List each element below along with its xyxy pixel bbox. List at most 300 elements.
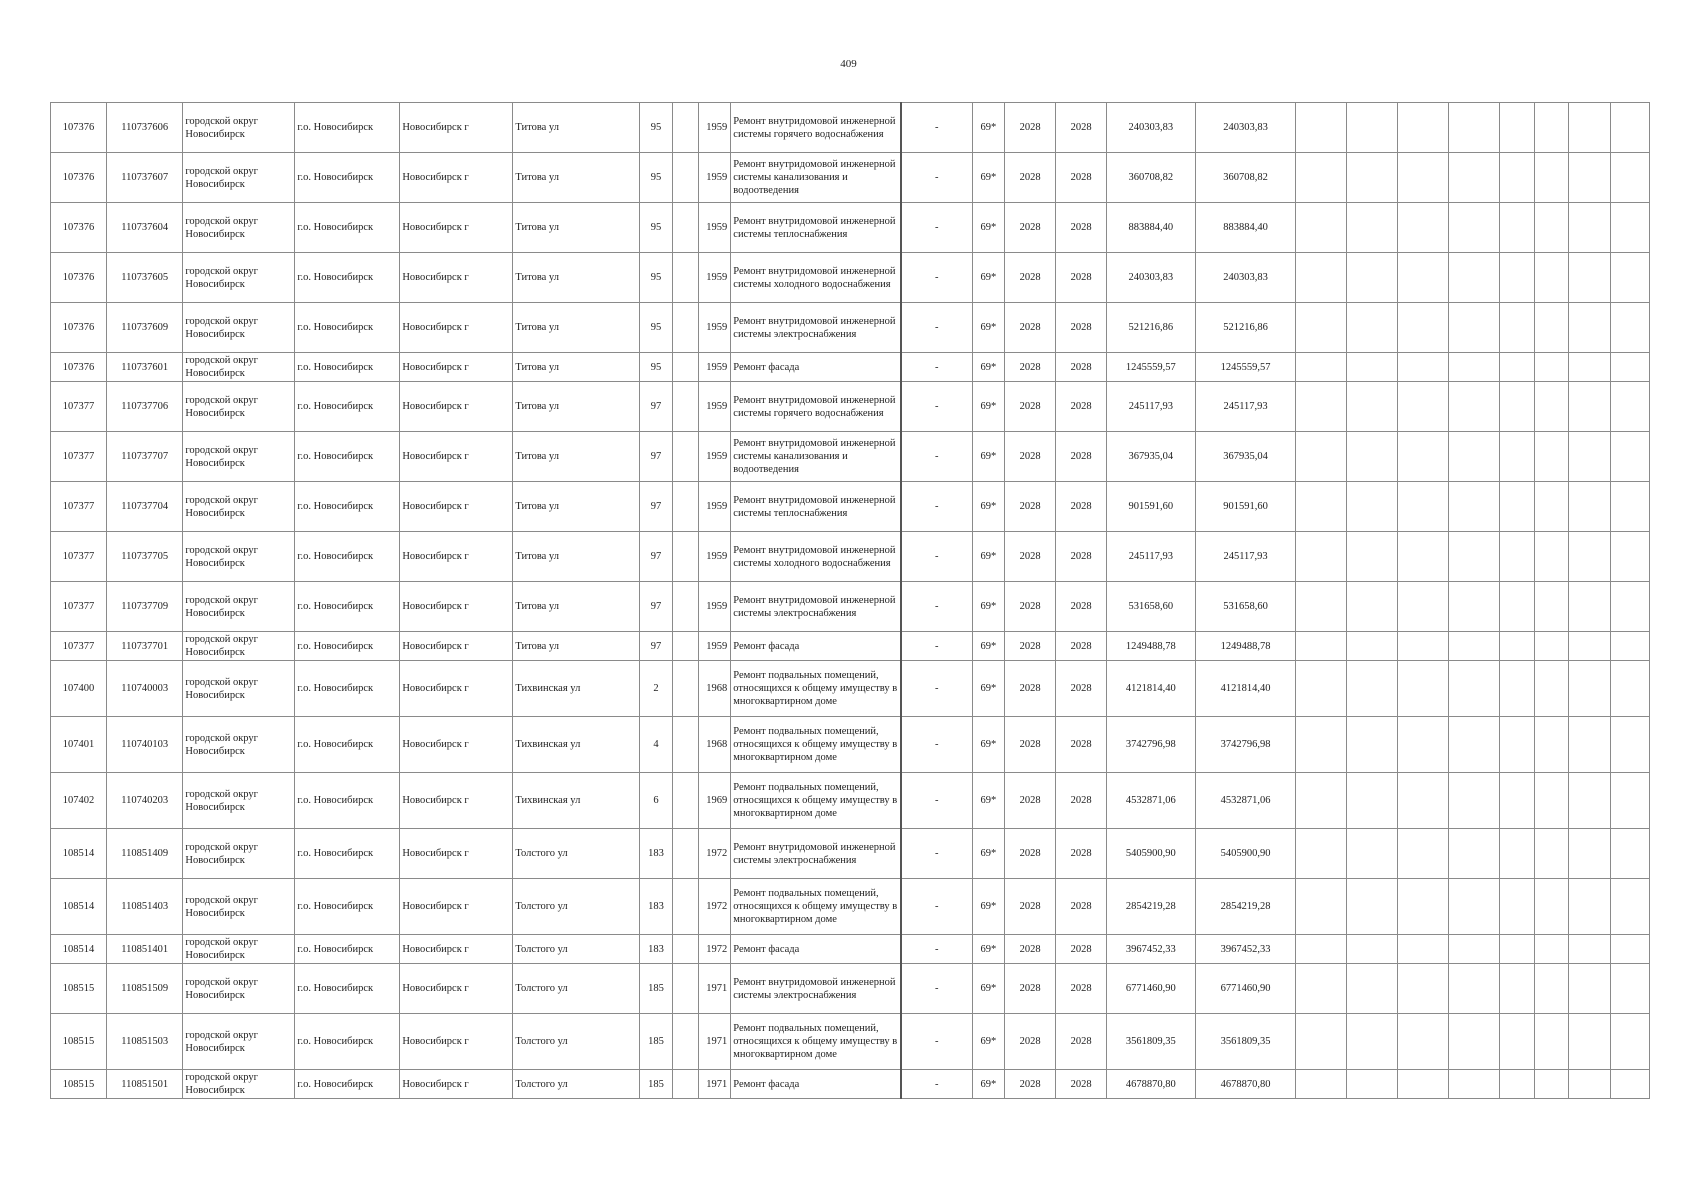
cell-empty [1347, 532, 1398, 582]
cell-id: 108515 [51, 1070, 107, 1099]
cell-cost: 240303,83 [1107, 103, 1196, 153]
cell-total: 4678870,80 [1195, 1070, 1296, 1099]
cell-street: Толстого ул [513, 1070, 639, 1099]
cell-plan-year: 2028 [1005, 582, 1056, 632]
cell-unit: 69* [972, 153, 1005, 203]
cell-empty [1347, 879, 1398, 935]
cell-id: 107401 [51, 717, 107, 773]
cell-city: Новосибирск г [400, 153, 513, 203]
cell-cost: 521216,86 [1107, 303, 1196, 353]
cell-empty [1449, 382, 1500, 432]
cell-work: Ремонт внутридомовой инженерной системы электроснабжения [731, 829, 901, 879]
cell-city: Новосибирск г [400, 353, 513, 382]
cell-empty [1500, 1070, 1535, 1099]
cell-empty [1500, 632, 1535, 661]
cell-empty [1611, 829, 1650, 879]
cell-empty [1611, 382, 1650, 432]
cell-house: 97 [639, 532, 673, 582]
cell-work: Ремонт подвальных помещений, относящихся к общему имуществу в многоквартирном доме [731, 773, 901, 829]
table-row [51, 773, 1650, 829]
cell-id: 107376 [51, 103, 107, 153]
cell-unit: 69* [972, 632, 1005, 661]
cell-id: 108514 [51, 935, 107, 964]
cell-city: Новосибирск г [400, 661, 513, 717]
cell-id: 107400 [51, 661, 107, 717]
cell-district: г.о. Новосибирск [295, 935, 400, 964]
cell-street: Титова ул [513, 253, 639, 303]
cell-house: 95 [639, 253, 673, 303]
cell-cost: 4678870,80 [1107, 1070, 1196, 1099]
cell-unit: 69* [972, 717, 1005, 773]
cell-house: 97 [639, 432, 673, 482]
cell-empty [1534, 632, 1569, 661]
cell-work: Ремонт подвальных помещений, относящихся к общему имуществу в многоквартирном доме [731, 1014, 901, 1070]
cell-id: 107402 [51, 773, 107, 829]
cell-building [673, 532, 698, 582]
cell-district: г.о. Новосибирск [295, 829, 400, 879]
cell-city: Новосибирск г [400, 203, 513, 253]
cell-total: 1249488,78 [1195, 632, 1296, 661]
cell-total: 901591,60 [1195, 482, 1296, 532]
cell-house: 2 [639, 661, 673, 717]
cell-empty [1347, 717, 1398, 773]
cell-municipality: городской округ Новосибирск [183, 253, 295, 303]
cell-plan-year: 2028 [1005, 153, 1056, 203]
cell-dash: - [901, 353, 972, 382]
cell-cost: 3561809,35 [1107, 1014, 1196, 1070]
cell-building [673, 482, 698, 532]
cell-district: г.о. Новосибирск [295, 153, 400, 203]
cell-work: Ремонт фасада [731, 632, 901, 661]
cell-empty [1611, 964, 1650, 1014]
cell-city: Новосибирск г [400, 103, 513, 153]
cell-plan-year: 2028 [1005, 382, 1056, 432]
cell-code: 110737604 [107, 203, 183, 253]
cell-district: г.о. Новосибирск [295, 879, 400, 935]
table-row [51, 661, 1650, 717]
cell-empty [1500, 382, 1535, 432]
cell-empty [1569, 153, 1611, 203]
cell-municipality: городской округ Новосибирск [183, 203, 295, 253]
cell-code: 110737601 [107, 353, 183, 382]
cell-id: 107377 [51, 482, 107, 532]
cell-city: Новосибирск г [400, 632, 513, 661]
cell-municipality: городской округ Новосибирск [183, 935, 295, 964]
cell-empty [1296, 717, 1347, 773]
table-row [51, 829, 1650, 879]
cell-empty [1500, 717, 1535, 773]
cell-house: 6 [639, 773, 673, 829]
cell-id: 108515 [51, 1014, 107, 1070]
cell-dash: - [901, 303, 972, 353]
cell-empty [1398, 773, 1449, 829]
cell-work: Ремонт внутридомовой инженерной системы электроснабжения [731, 303, 901, 353]
cell-street: Толстого ул [513, 879, 639, 935]
cell-city: Новосибирск г [400, 935, 513, 964]
cell-empty [1449, 879, 1500, 935]
cell-empty [1500, 103, 1535, 153]
cell-empty [1569, 829, 1611, 879]
cell-id: 107376 [51, 303, 107, 353]
cell-city: Новосибирск г [400, 773, 513, 829]
cell-code: 110740003 [107, 661, 183, 717]
cell-year: 1959 [698, 353, 731, 382]
cell-actual-year: 2028 [1056, 353, 1107, 382]
cell-dash: - [901, 829, 972, 879]
cell-year: 1959 [698, 582, 731, 632]
cell-empty [1398, 1070, 1449, 1099]
cell-empty [1449, 773, 1500, 829]
table-row [51, 153, 1650, 203]
cell-plan-year: 2028 [1005, 253, 1056, 303]
cell-building [673, 432, 698, 482]
cell-total: 883884,40 [1195, 203, 1296, 253]
cell-empty [1500, 203, 1535, 253]
cell-unit: 69* [972, 879, 1005, 935]
cell-cost: 1249488,78 [1107, 632, 1196, 661]
cell-code: 110737706 [107, 382, 183, 432]
table-row [51, 964, 1650, 1014]
cell-house: 97 [639, 632, 673, 661]
cell-empty [1569, 964, 1611, 1014]
cell-year: 1968 [698, 717, 731, 773]
cell-total: 240303,83 [1195, 253, 1296, 303]
cell-empty [1500, 1014, 1535, 1070]
cell-year: 1971 [698, 1014, 731, 1070]
cell-empty [1611, 717, 1650, 773]
cell-empty [1296, 103, 1347, 153]
cell-empty [1398, 353, 1449, 382]
cell-dash: - [901, 1014, 972, 1070]
cell-plan-year: 2028 [1005, 829, 1056, 879]
cell-year: 1969 [698, 773, 731, 829]
cell-empty [1347, 773, 1398, 829]
cell-street: Тихвинская ул [513, 661, 639, 717]
cell-empty [1347, 1014, 1398, 1070]
cell-total: 367935,04 [1195, 432, 1296, 482]
cell-empty [1534, 482, 1569, 532]
cell-empty [1611, 103, 1650, 153]
cell-empty [1398, 382, 1449, 432]
cell-actual-year: 2028 [1056, 532, 1107, 582]
cell-year: 1959 [698, 482, 731, 532]
cell-empty [1611, 632, 1650, 661]
cell-municipality: городской округ Новосибирск [183, 661, 295, 717]
cell-total: 5405900,90 [1195, 829, 1296, 879]
page-number: 409 [840, 58, 857, 70]
cell-city: Новосибирск г [400, 532, 513, 582]
cell-house: 95 [639, 203, 673, 253]
cell-code: 110737701 [107, 632, 183, 661]
cell-id: 108515 [51, 964, 107, 1014]
cell-district: г.о. Новосибирск [295, 773, 400, 829]
cell-empty [1449, 661, 1500, 717]
cell-year: 1971 [698, 964, 731, 1014]
cell-building [673, 582, 698, 632]
cell-city: Новосибирск г [400, 879, 513, 935]
cell-code: 110740103 [107, 717, 183, 773]
cell-empty [1449, 632, 1500, 661]
cell-empty [1534, 829, 1569, 879]
cell-dash: - [901, 964, 972, 1014]
cell-empty [1534, 382, 1569, 432]
cell-id: 107376 [51, 253, 107, 303]
cell-year: 1959 [698, 103, 731, 153]
cell-building [673, 964, 698, 1014]
cell-total: 240303,83 [1195, 103, 1296, 153]
cell-code: 110737707 [107, 432, 183, 482]
cell-municipality: городской округ Новосибирск [183, 303, 295, 353]
cell-empty [1611, 203, 1650, 253]
cell-empty [1611, 532, 1650, 582]
cell-actual-year: 2028 [1056, 303, 1107, 353]
cell-plan-year: 2028 [1005, 1070, 1056, 1099]
cell-code: 110851409 [107, 829, 183, 879]
cell-empty [1569, 773, 1611, 829]
cell-unit: 69* [972, 353, 1005, 382]
cell-dash: - [901, 1070, 972, 1099]
cell-house: 4 [639, 717, 673, 773]
cell-dash: - [901, 482, 972, 532]
cell-id: 107377 [51, 532, 107, 582]
cell-building [673, 879, 698, 935]
cell-year: 1972 [698, 879, 731, 935]
cell-actual-year: 2028 [1056, 717, 1107, 773]
cell-code: 110737704 [107, 482, 183, 532]
cell-dash: - [901, 103, 972, 153]
cell-empty [1449, 582, 1500, 632]
cell-building [673, 353, 698, 382]
cell-city: Новосибирск г [400, 382, 513, 432]
cell-code: 110737709 [107, 582, 183, 632]
cell-empty [1296, 582, 1347, 632]
cell-house: 97 [639, 382, 673, 432]
cell-dash: - [901, 382, 972, 432]
cell-municipality: городской округ Новосибирск [183, 829, 295, 879]
cell-unit: 69* [972, 253, 1005, 303]
cell-empty [1534, 153, 1569, 203]
cell-empty [1611, 303, 1650, 353]
table-row [51, 1070, 1650, 1099]
cell-empty [1296, 303, 1347, 353]
cell-dash: - [901, 582, 972, 632]
cell-empty [1449, 303, 1500, 353]
cell-id: 107377 [51, 382, 107, 432]
cell-work: Ремонт внутридомовой инженерной системы электроснабжения [731, 964, 901, 1014]
cell-cost: 360708,82 [1107, 153, 1196, 203]
cell-plan-year: 2028 [1005, 482, 1056, 532]
cell-house: 95 [639, 303, 673, 353]
cell-city: Новосибирск г [400, 1014, 513, 1070]
cell-empty [1398, 632, 1449, 661]
cell-empty [1398, 879, 1449, 935]
cell-empty [1534, 432, 1569, 482]
cell-plan-year: 2028 [1005, 964, 1056, 1014]
cell-unit: 69* [972, 532, 1005, 582]
cell-year: 1959 [698, 153, 731, 203]
cell-empty [1500, 582, 1535, 632]
cell-empty [1398, 203, 1449, 253]
cell-year: 1959 [698, 632, 731, 661]
cell-empty [1500, 964, 1535, 1014]
cell-work: Ремонт внутридомовой инженерной системы холодного водоснабжения [731, 253, 901, 303]
cell-actual-year: 2028 [1056, 935, 1107, 964]
cell-house: 183 [639, 879, 673, 935]
cell-year: 1959 [698, 203, 731, 253]
cell-dash: - [901, 773, 972, 829]
cell-empty [1398, 153, 1449, 203]
cell-dash: - [901, 935, 972, 964]
cell-total: 3967452,33 [1195, 935, 1296, 964]
cell-building [673, 1070, 698, 1099]
cell-district: г.о. Новосибирск [295, 632, 400, 661]
cell-empty [1296, 432, 1347, 482]
cell-city: Новосибирск г [400, 303, 513, 353]
cell-empty [1500, 935, 1535, 964]
cell-plan-year: 2028 [1005, 303, 1056, 353]
cell-building [673, 153, 698, 203]
cell-empty [1611, 879, 1650, 935]
cell-unit: 69* [972, 773, 1005, 829]
cell-municipality: городской округ Новосибирск [183, 353, 295, 382]
cell-cost: 4121814,40 [1107, 661, 1196, 717]
cell-empty [1534, 532, 1569, 582]
cell-empty [1347, 153, 1398, 203]
cell-empty [1296, 353, 1347, 382]
cell-empty [1296, 632, 1347, 661]
cell-code: 110737607 [107, 153, 183, 203]
cell-empty [1611, 773, 1650, 829]
cell-municipality: городской округ Новосибирск [183, 1070, 295, 1099]
cell-actual-year: 2028 [1056, 661, 1107, 717]
cell-empty [1398, 532, 1449, 582]
cell-empty [1398, 1014, 1449, 1070]
cell-empty [1569, 382, 1611, 432]
cell-total: 531658,60 [1195, 582, 1296, 632]
cell-actual-year: 2028 [1056, 432, 1107, 482]
cell-unit: 69* [972, 103, 1005, 153]
cell-empty [1449, 964, 1500, 1014]
cell-empty [1347, 103, 1398, 153]
cell-total: 6771460,90 [1195, 964, 1296, 1014]
cell-empty [1534, 253, 1569, 303]
cell-district: г.о. Новосибирск [295, 382, 400, 432]
cell-empty [1449, 482, 1500, 532]
table-row [51, 632, 1650, 661]
cell-building [673, 632, 698, 661]
cell-district: г.о. Новосибирск [295, 1070, 400, 1099]
cell-district: г.о. Новосибирск [295, 303, 400, 353]
cell-district: г.о. Новосибирск [295, 103, 400, 153]
cell-street: Толстого ул [513, 935, 639, 964]
cell-total: 245117,93 [1195, 382, 1296, 432]
cell-plan-year: 2028 [1005, 879, 1056, 935]
table-row [51, 1014, 1650, 1070]
cell-empty [1500, 353, 1535, 382]
cell-total: 3561809,35 [1195, 1014, 1296, 1070]
cell-empty [1569, 432, 1611, 482]
cell-empty [1569, 103, 1611, 153]
table-row [51, 532, 1650, 582]
cell-empty [1449, 253, 1500, 303]
cell-empty [1500, 153, 1535, 203]
cell-street: Титова ул [513, 582, 639, 632]
cell-empty [1398, 253, 1449, 303]
cell-empty [1611, 582, 1650, 632]
cell-cost: 6771460,90 [1107, 964, 1196, 1014]
cell-street: Титова ул [513, 303, 639, 353]
cell-cost: 245117,93 [1107, 382, 1196, 432]
cell-unit: 69* [972, 964, 1005, 1014]
cell-unit: 69* [972, 582, 1005, 632]
cell-unit: 69* [972, 482, 1005, 532]
cell-empty [1500, 482, 1535, 532]
cell-city: Новосибирск г [400, 253, 513, 303]
cell-municipality: городской округ Новосибирск [183, 1014, 295, 1070]
cell-work: Ремонт подвальных помещений, относящихся к общему имуществу в многоквартирном доме [731, 879, 901, 935]
cell-year: 1972 [698, 935, 731, 964]
cell-district: г.о. Новосибирск [295, 353, 400, 382]
cell-id: 107377 [51, 632, 107, 661]
cell-district: г.о. Новосибирск [295, 661, 400, 717]
cell-municipality: городской округ Новосибирск [183, 582, 295, 632]
cell-empty [1296, 1070, 1347, 1099]
cell-plan-year: 2028 [1005, 532, 1056, 582]
cell-actual-year: 2028 [1056, 632, 1107, 661]
cell-municipality: городской округ Новосибирск [183, 717, 295, 773]
cell-work: Ремонт фасада [731, 935, 901, 964]
cell-empty [1296, 382, 1347, 432]
cell-municipality: городской округ Новосибирск [183, 153, 295, 203]
cell-empty [1296, 773, 1347, 829]
cell-building [673, 829, 698, 879]
cell-house: 185 [639, 1014, 673, 1070]
cell-empty [1534, 203, 1569, 253]
cell-actual-year: 2028 [1056, 829, 1107, 879]
cell-empty [1347, 964, 1398, 1014]
cell-year: 1959 [698, 432, 731, 482]
cell-house: 183 [639, 829, 673, 879]
cell-cost: 901591,60 [1107, 482, 1196, 532]
cell-empty [1569, 203, 1611, 253]
cell-empty [1347, 432, 1398, 482]
cell-empty [1398, 582, 1449, 632]
cell-empty [1398, 482, 1449, 532]
cell-building [673, 382, 698, 432]
cell-street: Тихвинская ул [513, 773, 639, 829]
cell-empty [1449, 1014, 1500, 1070]
table-row [51, 103, 1650, 153]
cell-empty [1347, 1070, 1398, 1099]
cell-empty [1449, 935, 1500, 964]
cell-actual-year: 2028 [1056, 1070, 1107, 1099]
cell-building [673, 253, 698, 303]
cell-empty [1500, 532, 1535, 582]
cell-house: 95 [639, 153, 673, 203]
cell-building [673, 717, 698, 773]
cell-street: Титова ул [513, 103, 639, 153]
table-row [51, 582, 1650, 632]
cell-total: 3742796,98 [1195, 717, 1296, 773]
cell-building [673, 661, 698, 717]
cell-work: Ремонт внутридомовой инженерной системы холодного водоснабжения [731, 532, 901, 582]
cell-building [673, 303, 698, 353]
cell-empty [1347, 935, 1398, 964]
cell-code: 110851509 [107, 964, 183, 1014]
cell-empty [1347, 353, 1398, 382]
cell-plan-year: 2028 [1005, 661, 1056, 717]
cell-work: Ремонт внутридомовой инженерной системы горячего водоснабжения [731, 382, 901, 432]
